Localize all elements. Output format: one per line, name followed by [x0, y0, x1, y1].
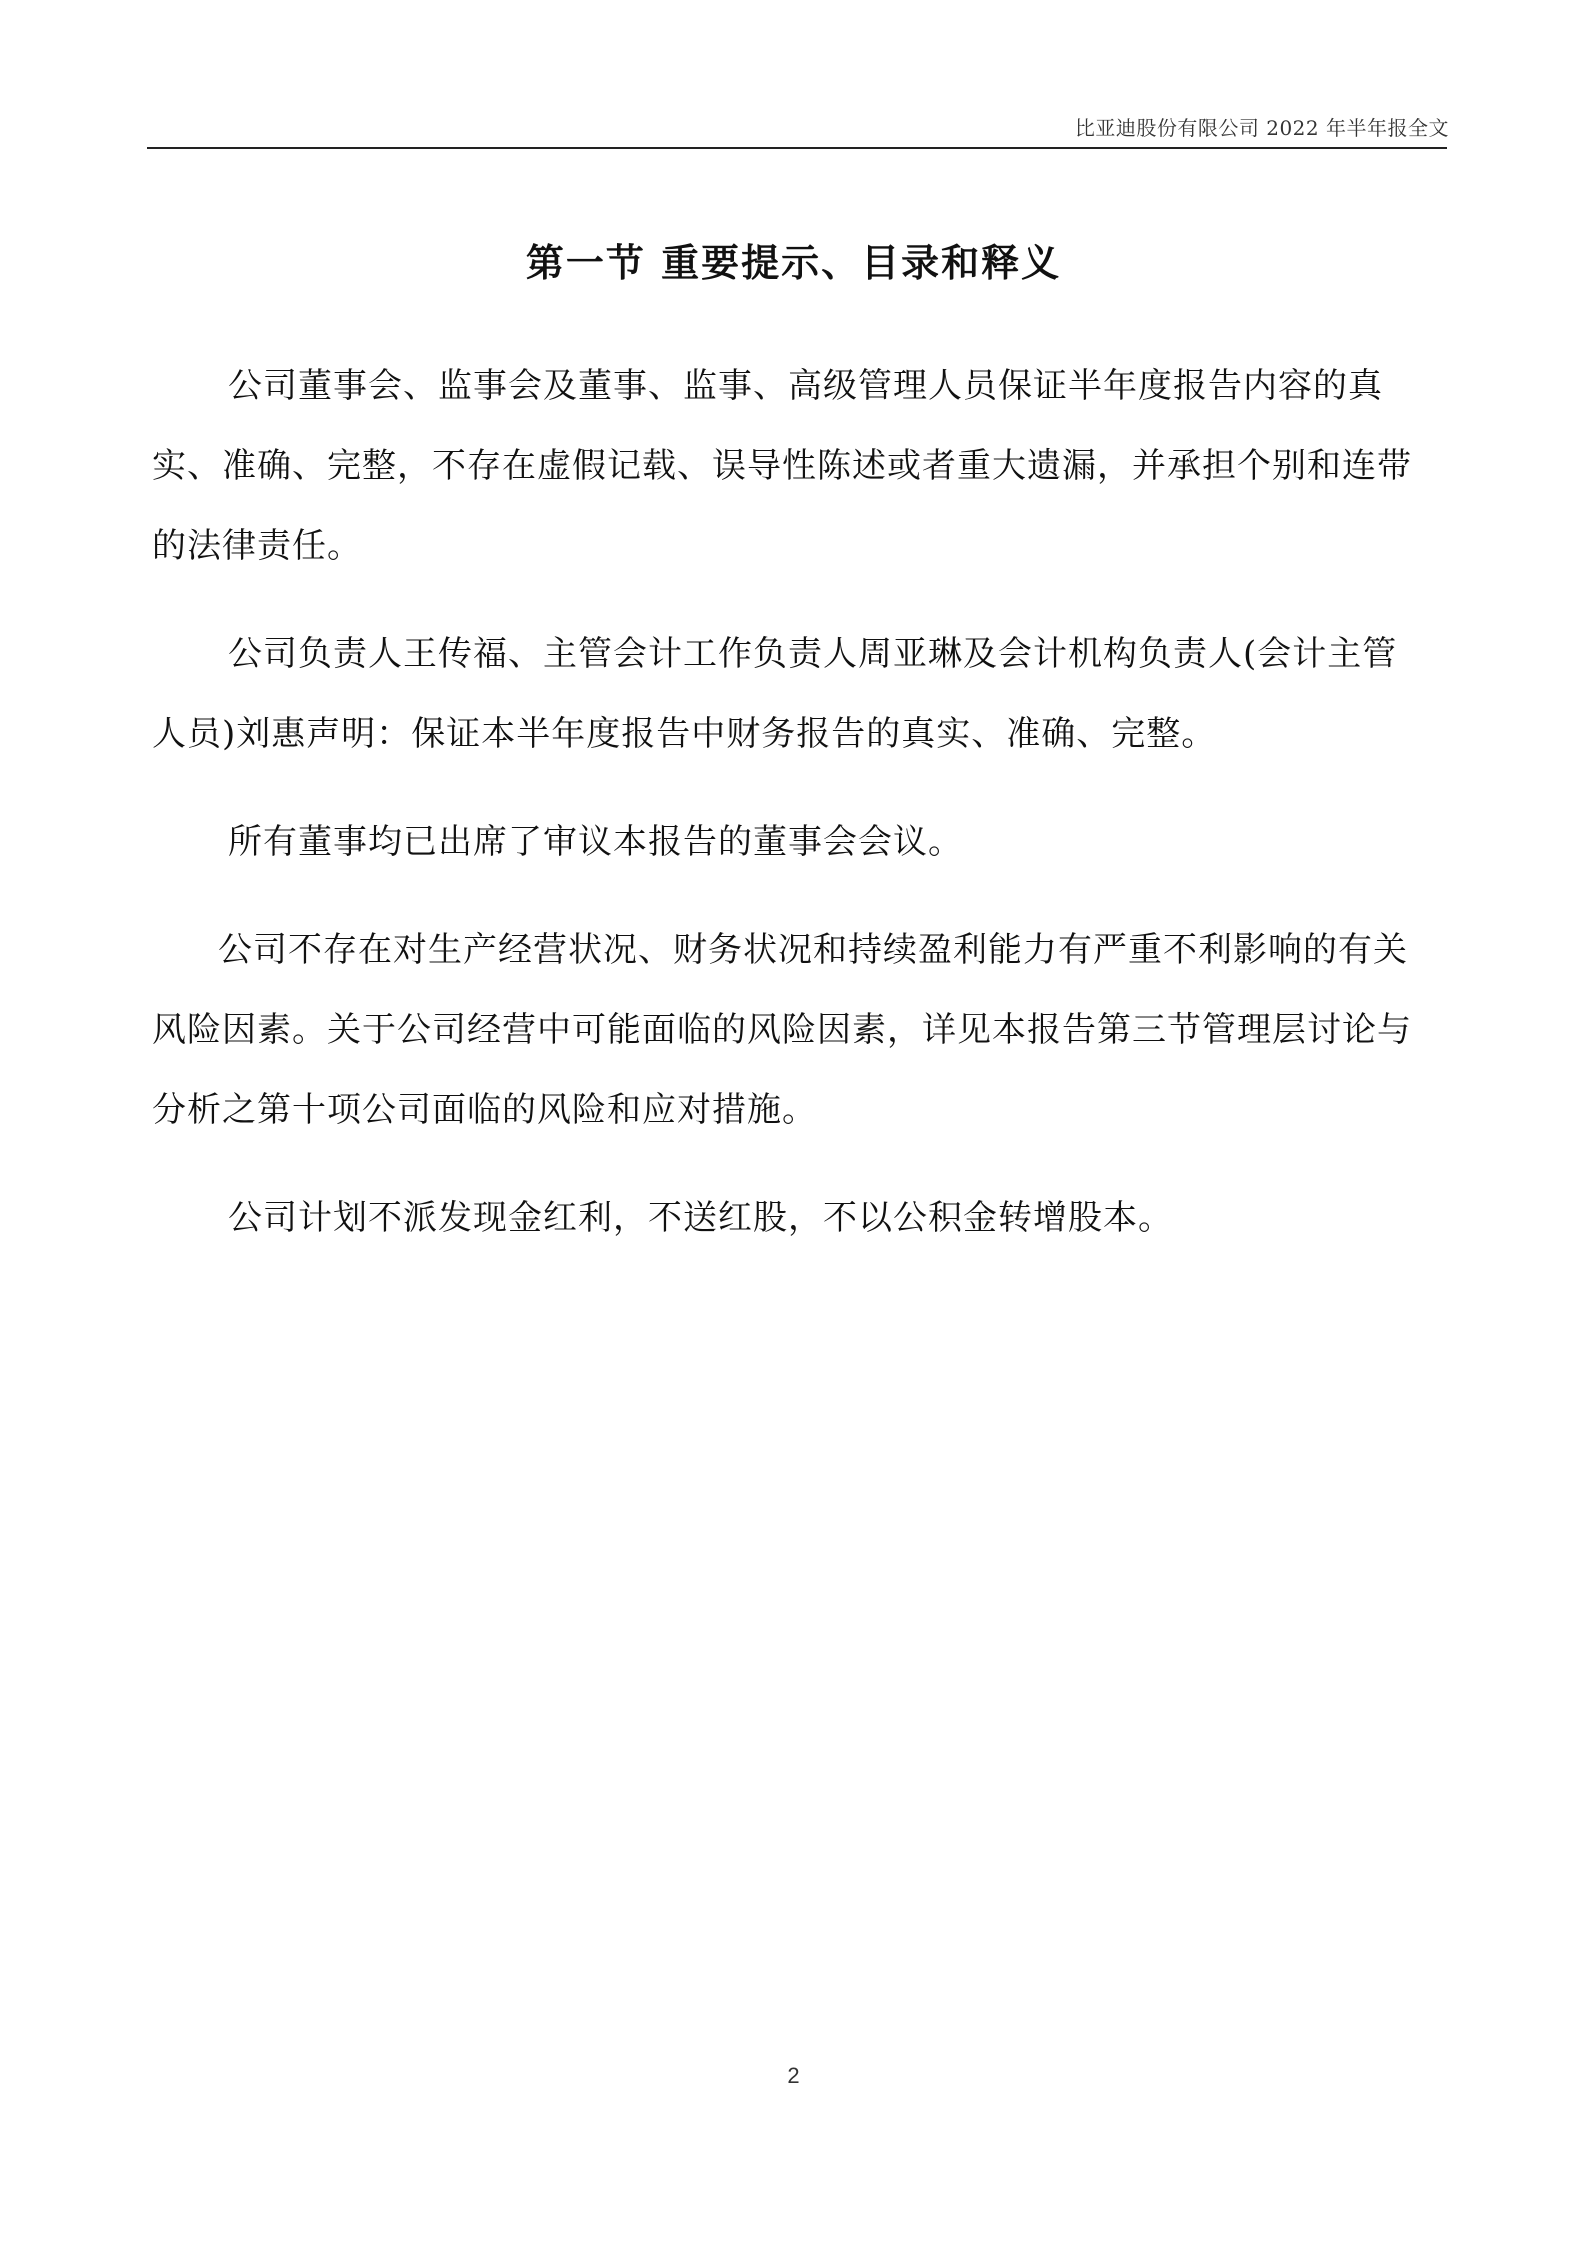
header-rule	[147, 147, 1447, 149]
paragraph-risk-factors: 公司不存在对生产经营状况、财务状况和持续盈利能力有严重不利影响的有关风险因素。关于公司经营中可能面临的风险因素，详见本报告第三节管理层讨论与分析之第十项公司面临的风险和应对措施。	[152, 930, 1412, 1130]
paragraph-financial-statement-declaration: 公司负责人王传福、主管会计工作负责人周亚琳及会计机构负责人(会计主管人员)刘惠声明：保证本半年度报告中财务报告的真实、准确、完整。	[152, 634, 1398, 754]
section-title: 第一节 重要提示、目录和释义	[525, 240, 1062, 285]
paragraph-board-attendance: 所有董事均已出席了审议本报告的董事会会议。	[228, 822, 963, 862]
paragraph-dividend-plan: 公司计划不派发现金红利，不送红股，不以公积金转增股本。	[228, 1198, 1173, 1238]
page-number: 2	[787, 2063, 800, 2088]
running-header: 比亚迪股份有限公司 2022 年半年报全文	[1074, 116, 1449, 140]
paragraph-board-guarantee: 公司董事会、监事会及董事、监事、高级管理人员保证半年度报告内容的真实、准确、完整，不存在虚假记载、误导性陈述或者重大遗漏，并承担个别和连带的法律责任。	[152, 366, 1412, 566]
